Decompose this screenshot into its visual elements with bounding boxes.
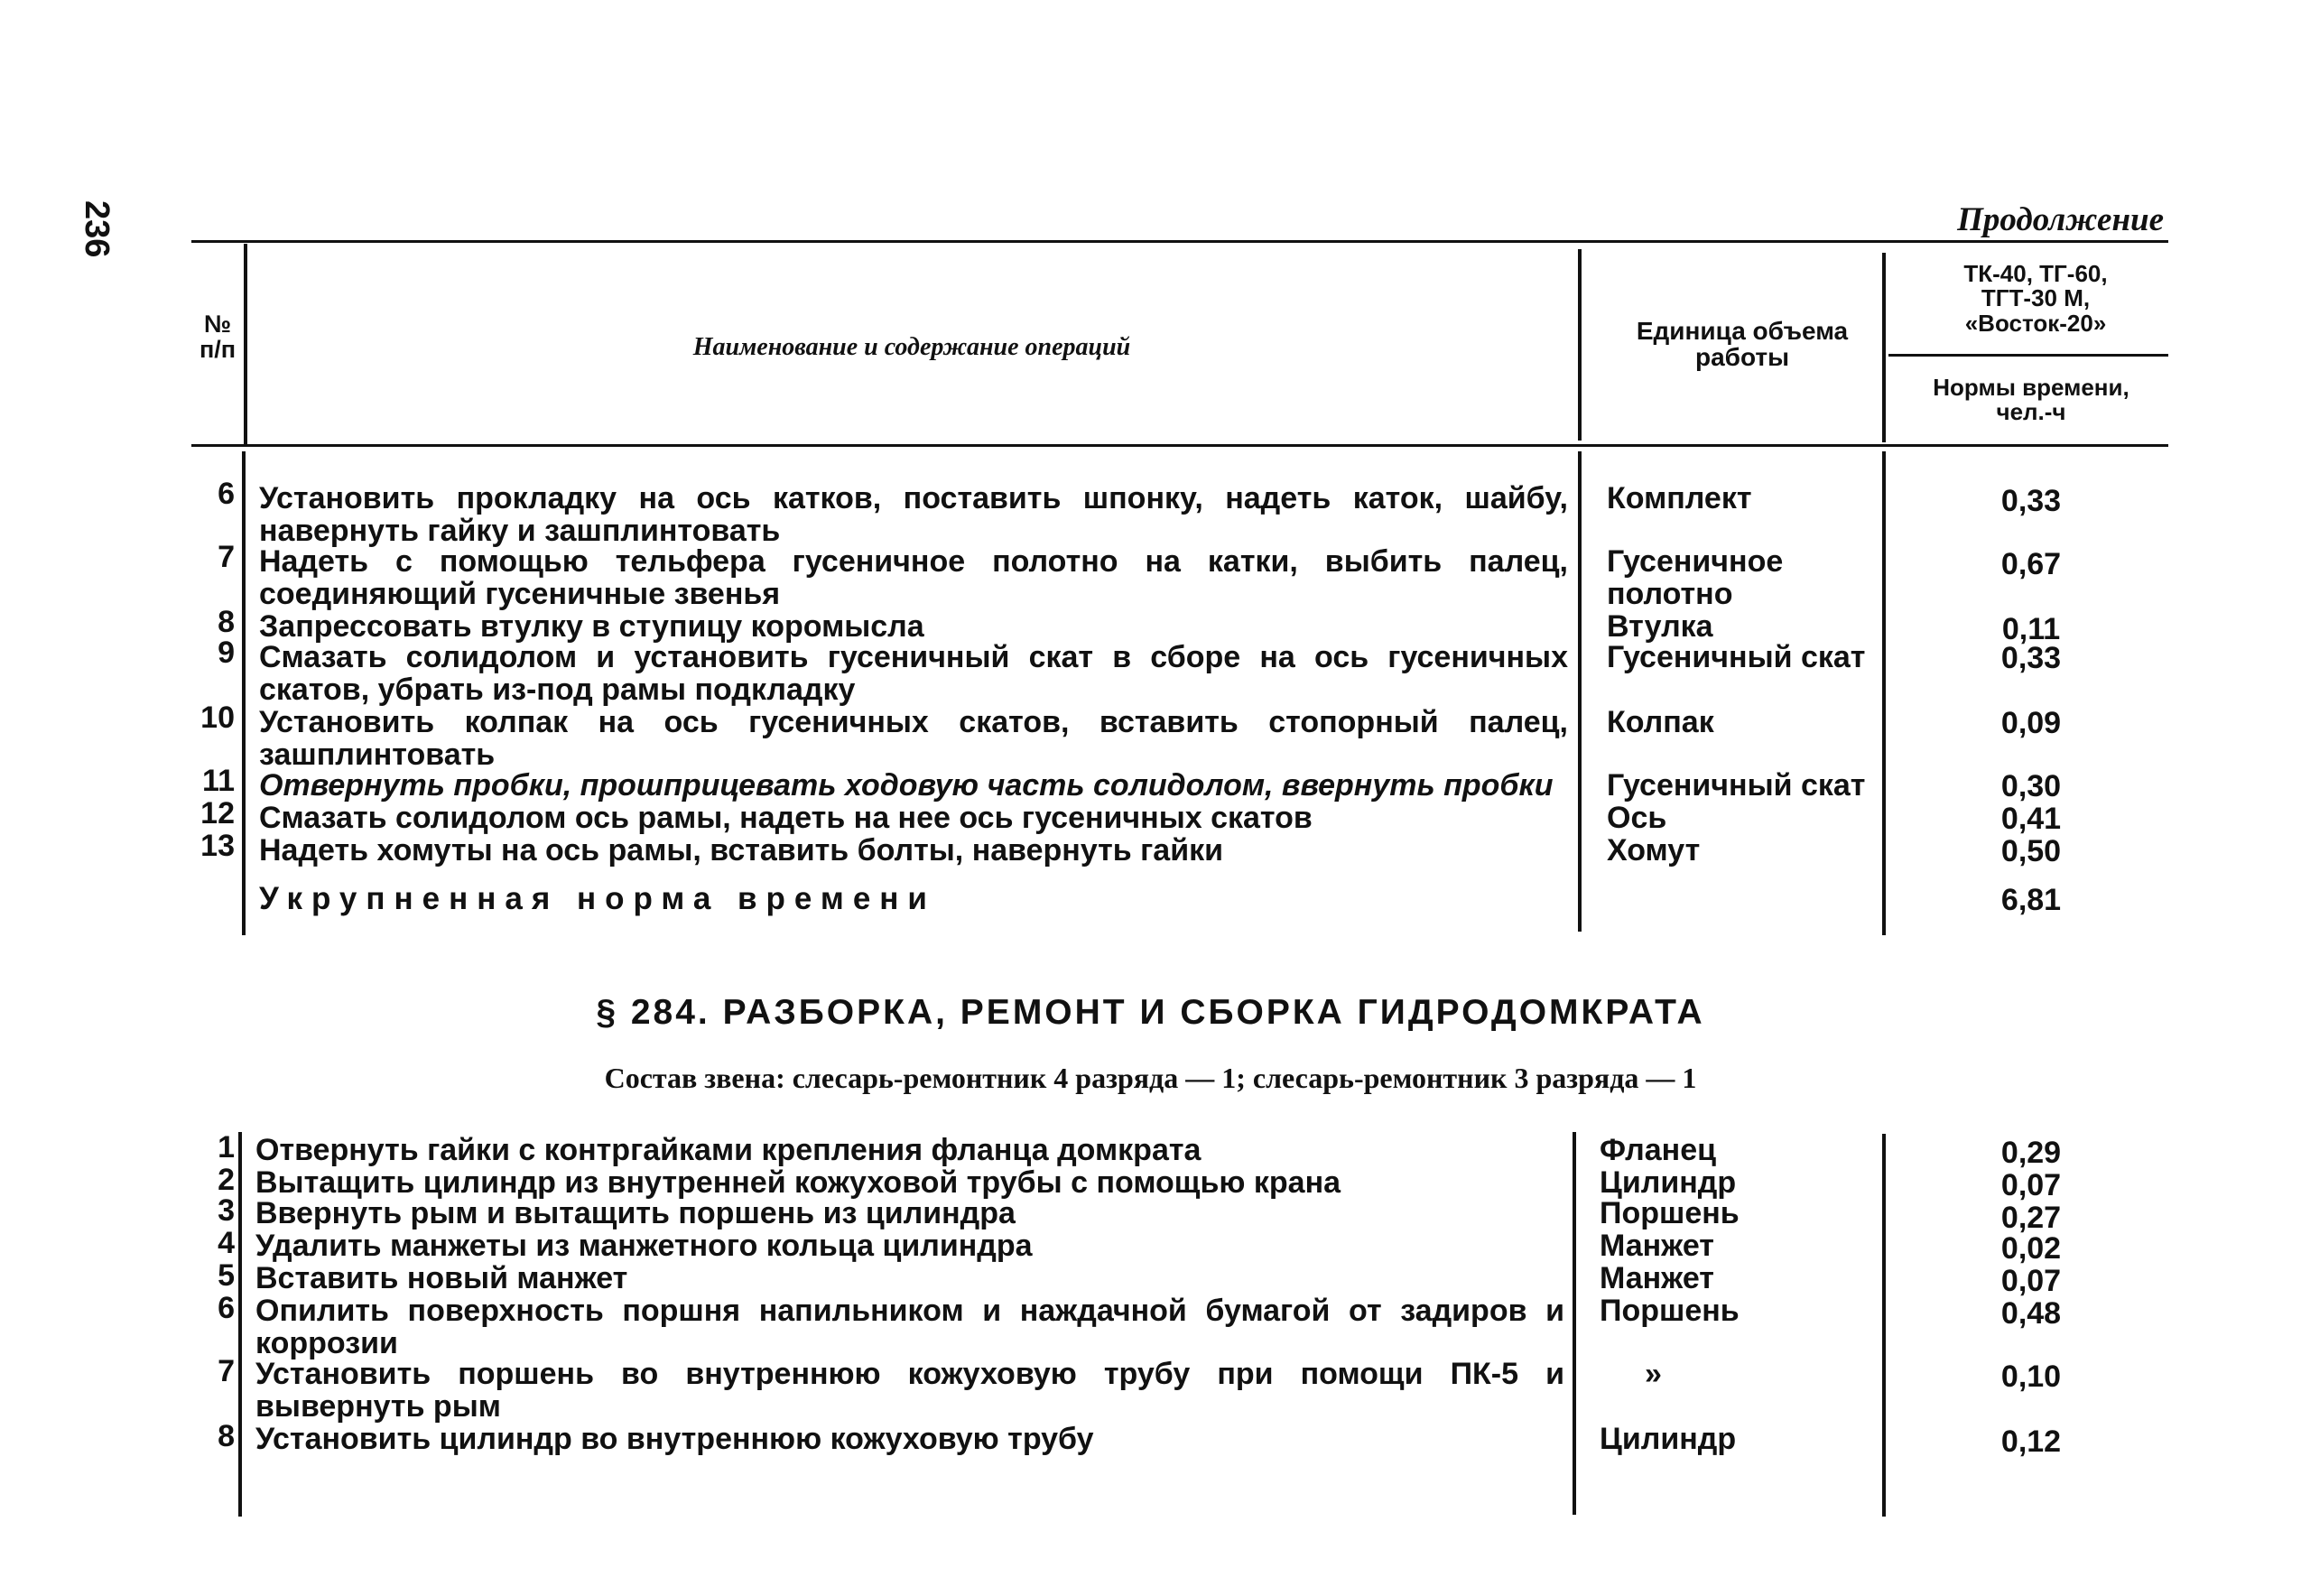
row-norm: 0,07: [2000, 1168, 2062, 1202]
row-norm: 0,67: [2000, 547, 2062, 581]
table1-body-rule-unit: [1882, 451, 1886, 935]
row-norm: 0,48: [2000, 1296, 2062, 1331]
row-num: 1: [218, 1130, 235, 1165]
row-desc: Удалить манжеты из манжетного кольца цилиндра: [255, 1229, 1033, 1263]
row-desc: Смазать солидолом ось рамы, надеть на нее ось гусеничных скатов: [259, 801, 1313, 835]
row-unit: Поршень: [1600, 1294, 1740, 1328]
table2-body-rule-num: [238, 1132, 242, 1517]
row-desc: Установить поршень во внутреннюю кожуховую трубу при помощи ПК-5 и вывернуть рым: [255, 1357, 1564, 1424]
row-norm: 0,11: [2001, 612, 2061, 646]
row-unit: Гусеничный скат: [1607, 640, 1866, 674]
row-unit: Манжет: [1600, 1261, 1714, 1295]
row-num: 7: [218, 540, 235, 574]
row-num: 8: [218, 605, 235, 639]
row-unit: Хомут: [1607, 833, 1701, 868]
row-desc: Установить прокладку на ось катков, поставить шпонку, надеть каток, шайбу, навернуть гайку и зашплинтовать: [259, 481, 1568, 548]
table1-col-rule-name: [1578, 249, 1582, 441]
row-unit: Фланец: [1600, 1133, 1717, 1167]
continuation-label: Продолжение: [1957, 201, 2164, 238]
row-num: 6: [218, 477, 235, 511]
row-unit: Втулка: [1607, 609, 1713, 644]
row-num: 11: [202, 764, 235, 798]
row-unit: Ось: [1607, 801, 1667, 835]
row-num: 4: [218, 1226, 235, 1260]
total-value: 6,81: [2000, 883, 2062, 917]
page-number: 236: [78, 200, 116, 258]
table2-body-rule-name: [1573, 1132, 1576, 1515]
row-unit: Манжет: [1600, 1229, 1714, 1263]
row-norm: 0,41: [2000, 802, 2062, 836]
crew-composition: Состав звена: слесарь-ремонтник 4 разряда — 1; слесарь-ремонтник 3 разряда — 1: [604, 1062, 1697, 1094]
row-num: 6: [218, 1291, 235, 1325]
row-norm: 0,29: [2000, 1136, 2062, 1170]
header-norm: Нормы времени, чел.-ч: [1933, 374, 2129, 426]
row-desc: Установить цилиндр во внутреннюю кожуховую трубу: [255, 1422, 1094, 1456]
table1-col-rule-unit: [1882, 253, 1886, 442]
row-desc: Смазать солидолом и установить гусеничный скат в сборе на ось гусеничных скатов, убрать из-под рамы подкладку: [259, 640, 1568, 707]
row-num: 10: [200, 701, 235, 735]
row-num: 3: [218, 1193, 235, 1228]
row-norm: 0,07: [2000, 1264, 2062, 1298]
row-norm: 0,50: [2000, 834, 2062, 868]
section-title: § 284. РАЗБОРКА, РЕМОНТ И СБОРКА ГИДРОДОМКРАТА: [596, 993, 1705, 1032]
header-unit: Единица объема работы: [1636, 317, 1849, 372]
row-num: 8: [218, 1419, 235, 1453]
row-desc: Отвернуть пробки, прошприцевать ходовую часть солидолом, ввернуть пробки: [259, 768, 1554, 803]
row-unit: Гусеничное полотно: [1607, 544, 1784, 611]
row-desc: Надеть хомуты на ось рамы, вставить болты, навернуть гайки: [259, 833, 1224, 868]
row-unit: Колпак: [1607, 705, 1714, 739]
row-norm: 0,33: [2000, 484, 2062, 518]
row-unit: Комплект: [1607, 481, 1752, 515]
header-machine-rule: [1888, 354, 2168, 357]
header-machines: ТК-40, ТГ-60, ТГТ-30 М, «Восток-20»: [1963, 260, 2108, 337]
row-unit: Поршень: [1600, 1196, 1740, 1230]
row-num: 13: [200, 829, 235, 863]
header-bottom-rule: [191, 444, 2168, 447]
row-desc: Опилить поверхность поршня напильником и наждачной бумагой от задиров и коррозии: [255, 1294, 1564, 1360]
row-unit: Цилиндр: [1600, 1165, 1737, 1200]
table2-body-rule-unit: [1882, 1134, 1886, 1517]
table1-body-rule-num: [242, 451, 246, 935]
table1-body-rule-name: [1578, 451, 1582, 932]
row-desc: Ввернуть рым и вытащить поршень из цилиндра: [255, 1196, 1016, 1230]
row-unit: Гусеничный скат: [1607, 768, 1866, 803]
row-num: 5: [218, 1258, 235, 1293]
row-num: 7: [218, 1354, 235, 1388]
row-norm: 0,27: [2000, 1201, 2062, 1235]
row-desc: Запрессовать втулку в ступицу коромысла: [259, 609, 924, 644]
row-num: 12: [200, 796, 235, 830]
row-num: 9: [218, 636, 235, 670]
row-desc: Вставить новый манжет: [255, 1261, 628, 1295]
header-name: Наименование и содержание операций: [692, 333, 1131, 361]
row-norm: 0,10: [2000, 1359, 2062, 1394]
row-desc: Надеть с помощью тельфера гусеничное полотно на катки, выбить палец, соединяющий гусеничные звенья: [259, 544, 1568, 611]
row-norm: 0,02: [2000, 1231, 2062, 1266]
row-unit: Цилиндр: [1600, 1422, 1737, 1456]
total-label: Укрупненная норма времени: [259, 881, 936, 916]
header-num: № п/п: [199, 311, 237, 364]
row-desc: Вытащить цилиндр из внутренней кожуховой трубы с помощью крана: [255, 1165, 1341, 1200]
row-norm: 0,09: [2000, 706, 2062, 740]
row-unit: »: [1645, 1357, 1662, 1391]
row-desc: Установить колпак на ось гусеничных скатов, вставить стопорный палец, зашплинтовать: [259, 705, 1568, 772]
header-top-rule: [191, 240, 2168, 243]
row-norm: 0,33: [2000, 641, 2062, 675]
row-norm: 0,12: [2000, 1424, 2062, 1459]
row-norm: 0,30: [2000, 769, 2062, 803]
row-num: 2: [218, 1163, 235, 1197]
table1-col-rule-num: [244, 244, 247, 444]
row-desc: Отвернуть гайки с контргайками крепления фланца домкрата: [255, 1133, 1202, 1167]
